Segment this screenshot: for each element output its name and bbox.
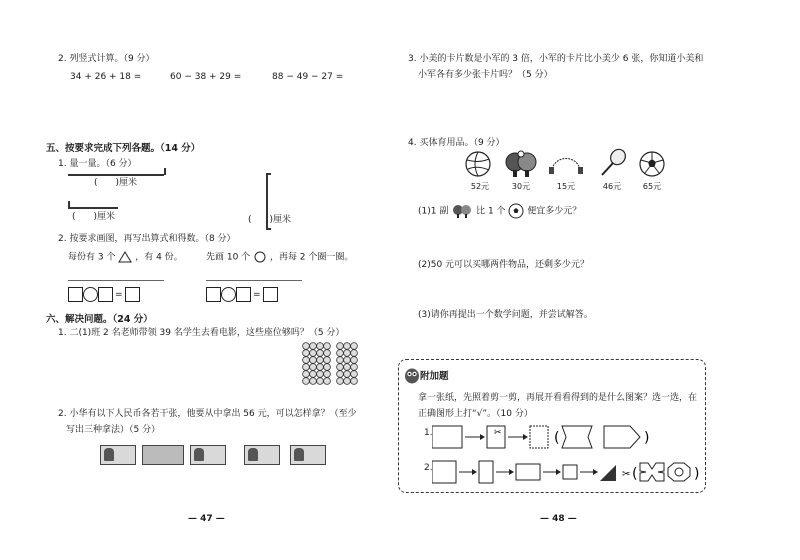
banknote-image bbox=[100, 445, 136, 465]
answer-box[interactable] bbox=[98, 287, 113, 302]
section-5-title: 五、按要求完成下列各题。（14 分） bbox=[46, 143, 201, 154]
q4-sub2: (2)50 元可以买哪两件物品，还剩多少元？ bbox=[418, 260, 590, 270]
price-ping-pong: 30元 bbox=[511, 182, 531, 191]
equation-row-b bbox=[206, 287, 278, 302]
measure-line-3-bottom bbox=[266, 228, 271, 230]
answer-box[interactable] bbox=[206, 287, 221, 302]
seat-grid-right bbox=[337, 343, 358, 385]
soccer-ball-icon bbox=[638, 150, 666, 178]
triangle-icon bbox=[118, 251, 132, 263]
draw-task-b-pre: 先画 10 个 bbox=[206, 252, 251, 263]
draw-task-a-post: ，有 4 份。 bbox=[135, 252, 183, 263]
page-number-left: — 47 — bbox=[188, 514, 225, 524]
problem-2-line1: 2. 小华有以下人民币各若干张，他要从中拿出 56 元，可以怎样拿？（至少 bbox=[58, 409, 357, 419]
equals-sign: = bbox=[115, 289, 123, 300]
q4-sub1-mid: 比 1 个 bbox=[476, 206, 506, 217]
q3-line1: 3. 小美的卡片数是小军的 3 倍，小军的卡片比小美少 6 张，你知道小美和 bbox=[408, 54, 704, 64]
draw-task-b bbox=[206, 251, 353, 264]
measure-line-2 bbox=[68, 207, 118, 209]
soccer-ball-icon bbox=[508, 203, 524, 219]
problem-2-line2: 写出三种拿法）（5 分） bbox=[66, 425, 161, 435]
equals-sign: = bbox=[253, 289, 261, 300]
price-soccer: 65元 bbox=[642, 182, 662, 191]
measure-blank-1: ( )厘米 bbox=[94, 178, 138, 188]
measure-line-1-tick bbox=[164, 168, 166, 175]
svg-text:(: ( bbox=[554, 430, 560, 446]
ping-pong-paddles-icon bbox=[504, 150, 538, 178]
banknote-image bbox=[290, 445, 326, 465]
draw-area-a-line bbox=[68, 280, 164, 281]
q3-line2: 小军各有多少张卡片吗？（5 分） bbox=[418, 70, 553, 80]
badminton-racket-icon bbox=[598, 148, 628, 178]
expr-1: 34 + 26 + 18 = bbox=[70, 72, 142, 82]
svg-text:✂: ✂ bbox=[494, 428, 502, 438]
operator-circle[interactable] bbox=[221, 287, 236, 302]
owl-mascot-icon bbox=[404, 366, 420, 384]
measure-line-1 bbox=[68, 174, 164, 176]
q4-sub3: (3)请你再提出一个数学问题，并尝试解答。 bbox=[418, 310, 593, 320]
answer-box[interactable] bbox=[263, 287, 278, 302]
svg-text:(: ( bbox=[632, 466, 638, 482]
circle-icon bbox=[253, 251, 267, 263]
draw-task-b-post: ，再每 2 个圈一圈。 bbox=[269, 252, 354, 263]
measure-title: 1. 量一量。（6 分） bbox=[58, 159, 137, 169]
bonus-line2: 正确图形上打“√”。（10 分） bbox=[418, 409, 533, 419]
banknote-image bbox=[190, 445, 226, 465]
q2-title: 2. 列竖式计算。（9 分） bbox=[58, 54, 155, 64]
volleyball-icon bbox=[464, 150, 494, 178]
price-volleyball: 52元 bbox=[470, 182, 490, 191]
bonus-row1-figures bbox=[432, 423, 652, 451]
measure-blank-2: ( )厘米 bbox=[72, 212, 116, 222]
answer-box[interactable] bbox=[68, 287, 83, 302]
answer-box[interactable] bbox=[236, 287, 251, 302]
answer-box[interactable] bbox=[125, 287, 140, 302]
expr-2: 60 − 38 + 29 = bbox=[170, 72, 242, 82]
q4-title: 4. 买体育用品。（9 分） bbox=[408, 138, 505, 148]
svg-text:✂: ✂ bbox=[622, 469, 631, 480]
measure-blank-3: ( )厘米 bbox=[248, 215, 292, 225]
seat-grid-left bbox=[303, 343, 331, 385]
section-6-title: 六、解决问题。（24 分） bbox=[46, 314, 153, 325]
q4-sub1 bbox=[418, 203, 581, 219]
svg-text:): ) bbox=[694, 466, 700, 482]
measure-line-2-tick bbox=[68, 201, 70, 208]
svg-text:): ) bbox=[644, 430, 650, 446]
banknote-image bbox=[244, 445, 280, 465]
bonus-row2-label: 2. bbox=[424, 463, 433, 473]
equation-row-a bbox=[68, 287, 140, 302]
expr-3: 88 − 49 − 27 = bbox=[272, 72, 344, 82]
draw-title: 2. 按要求画图，再写出算式和得数。（8 分） bbox=[58, 234, 236, 244]
page-number-right: — 48 — bbox=[540, 514, 577, 524]
draw-task-a-pre: 每份有 3 个 bbox=[68, 252, 116, 263]
bonus-row2-figures bbox=[432, 457, 702, 487]
measure-line-3-top bbox=[266, 173, 271, 175]
price-badminton: 46元 bbox=[602, 182, 622, 191]
banknote-image bbox=[142, 445, 184, 465]
bonus-line1: 拿一张纸，先照着剪一剪，再展开看看得到的是什么图案？选一选，在 bbox=[418, 393, 698, 403]
ping-pong-paddles-icon bbox=[451, 204, 473, 218]
draw-area-b-line bbox=[206, 280, 302, 281]
q4-sub1-post: 便宜多少元？ bbox=[527, 206, 582, 217]
bonus-badge: 附加题 bbox=[420, 371, 449, 382]
bonus-row1-label: 1. bbox=[424, 428, 433, 438]
operator-circle[interactable] bbox=[83, 287, 98, 302]
seats-figure bbox=[302, 342, 362, 387]
price-jump-rope: 15元 bbox=[556, 182, 576, 191]
jump-rope-icon bbox=[548, 153, 584, 175]
draw-task-a bbox=[68, 251, 183, 264]
problem-1: 1. 二(1)班 2 名老师带领 39 名学生去看电影，这些座位够吗？（5 分） bbox=[58, 328, 345, 338]
q4-sub1-pre: (1)1 副 bbox=[418, 206, 449, 217]
